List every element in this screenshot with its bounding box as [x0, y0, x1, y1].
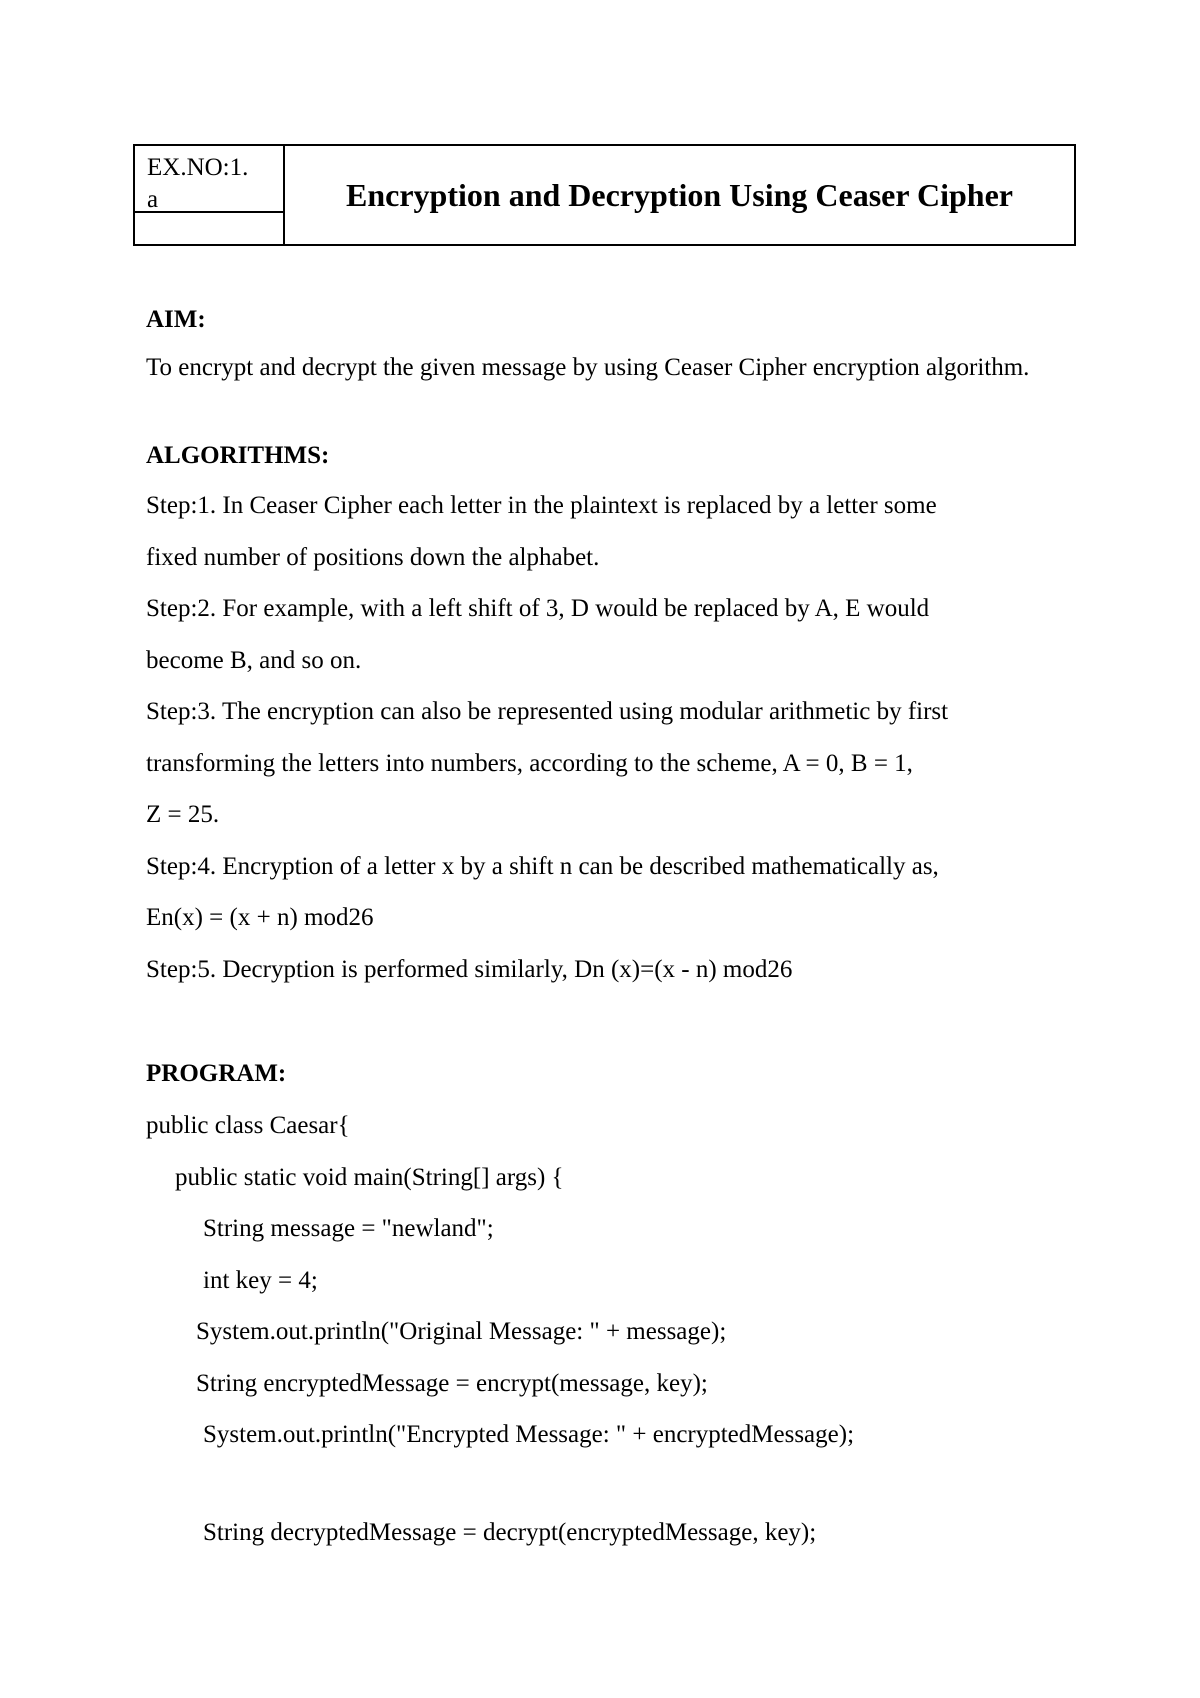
document-title: Encryption and Decryption Using Ceaser Cipher: [346, 176, 1013, 213]
exercise-number-line-1: EX.NO:1.: [147, 154, 249, 181]
code-line: System.out.println("Original Message: " + message);: [196, 1318, 727, 1345]
code-line: String decryptedMessage = decrypt(encryptedMessage, key);: [203, 1518, 817, 1546]
algorithm-steps: [146, 488, 1076, 1003]
exercise-header-table: [133, 144, 1076, 246]
code-line: int key = 4;: [203, 1266, 318, 1294]
aim-heading: AIM:: [146, 306, 206, 333]
exercise-info-column: [135, 146, 285, 244]
code-line: String message = "newland";: [203, 1215, 494, 1242]
algorithm-line: Step:3. The encryption can also be represented using modular arithmetic by first: [146, 698, 949, 725]
algorithm-line: transforming the letters into numbers, according to the scheme, A = 0, B = 1,: [146, 749, 913, 777]
algorithm-line: fixed number of positions down the alphabet.: [146, 543, 600, 571]
date-cell: [135, 213, 283, 244]
code-blank-line: [146, 1469, 1076, 1515]
algorithm-line: Step:1. In Ceaser Cipher each letter in the plaintext is replaced by a letter some: [146, 492, 937, 519]
algorithm-line: Z = 25.: [146, 801, 220, 828]
algorithm-line: Step:2. For example, with a left shift of 3, D would be replaced by A, E would: [146, 595, 930, 622]
algorithm-line: Step:5. Decryption is performed similarly, Dn (x)=(x - n) mod26: [146, 955, 793, 983]
algorithm-line: become B, and so on.: [146, 646, 362, 674]
algorithm-line: En(x) = (x + n) mod26: [146, 904, 374, 931]
code-line: public class Caesar{: [146, 1112, 350, 1139]
code-line: System.out.println("Encrypted Message: " + encryptedMessage);: [203, 1421, 855, 1448]
program-code: [146, 1108, 1076, 1566]
exercise-number-line-2: a: [147, 186, 159, 213]
aim-text: To encrypt and decrypt the given message by using Ceaser Cipher encryption algorithm.: [146, 354, 1030, 381]
exercise-number-cell: [135, 146, 283, 213]
code-line: String encryptedMessage = encrypt(message, key);: [196, 1369, 708, 1397]
code-line: public static void main(String[] args) {: [175, 1163, 564, 1191]
program-heading: PROGRAM:: [146, 1060, 287, 1087]
algorithm-line: Step:4. Encryption of a letter x by a shift n can be described mathematically as,: [146, 852, 939, 880]
algorithms-heading: ALGORITHMS:: [146, 442, 330, 469]
